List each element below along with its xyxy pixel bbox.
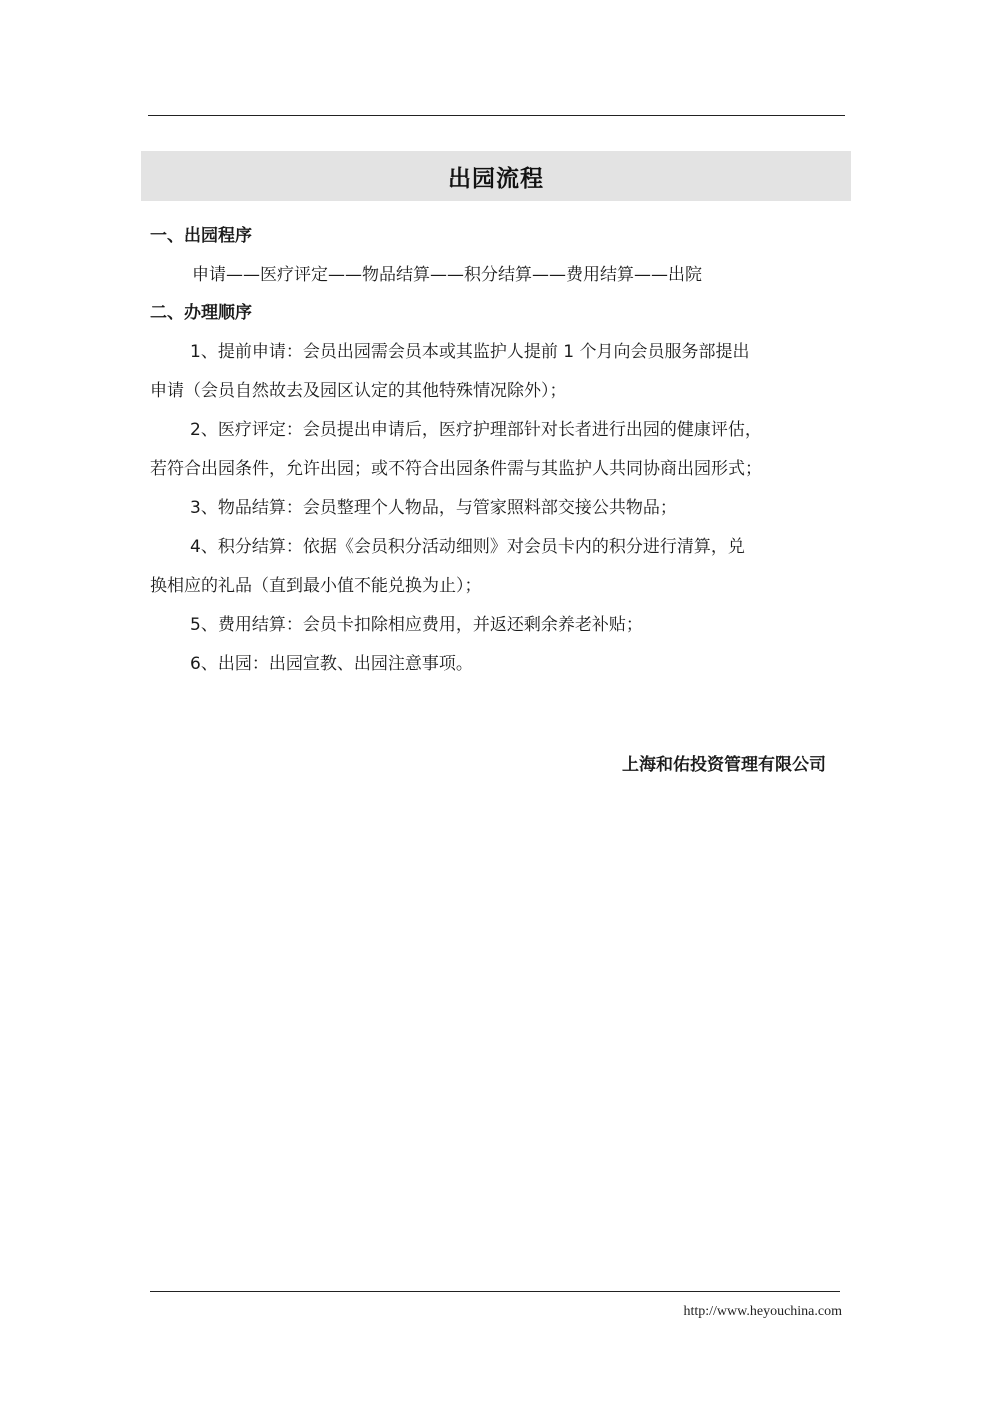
step-2-line-2: 若符合出园条件，允许出园；或不符合出园条件需与其监护人共同协商出园形式； (150, 459, 762, 479)
page-title: 出园流程 (448, 165, 544, 192)
header-rule (148, 115, 845, 116)
footer-url: http://www.heyouchina.com (683, 1304, 842, 1319)
footer-rule (150, 1291, 840, 1292)
step-5-line-1: 5、费用结算：会员卡扣除相应费用，并返还剩余养老补贴； (190, 615, 643, 635)
step-1-line-2: 申请（会员自然故去及园区认定的其他特殊情况除外）； (150, 381, 567, 401)
step-6-line-1: 6、出园：出园宣教、出园注意事项。 (190, 654, 473, 674)
process-flow: 申请——医疗评定——物品结算——积分结算——费用结算——出院 (192, 265, 702, 285)
section-2-heading: 二、办理顺序 (150, 303, 252, 323)
step-1-line-1: 1、提前申请：会员出园需会员本或其监护人提前 1 个月向会员服务部提出 (190, 342, 750, 362)
step-4-line-1: 4、积分结算：依据《会员积分活动细则》对会员卡内的积分进行清算，兑 (190, 537, 745, 557)
title-banner (141, 151, 851, 201)
step-4-line-2: 换相应的礼品（直到最小值不能兑换为止）； (150, 576, 482, 596)
section-1-heading: 一、出园程序 (150, 226, 252, 246)
company-signature: 上海和佑投资管理有限公司 (622, 755, 826, 775)
step-3-line-1: 3、物品结算：会员整理个人物品，与管家照料部交接公共物品； (190, 498, 677, 518)
step-2-line-1: 2、医疗评定：会员提出申请后，医疗护理部针对长者进行出园的健康评估， (190, 420, 762, 440)
